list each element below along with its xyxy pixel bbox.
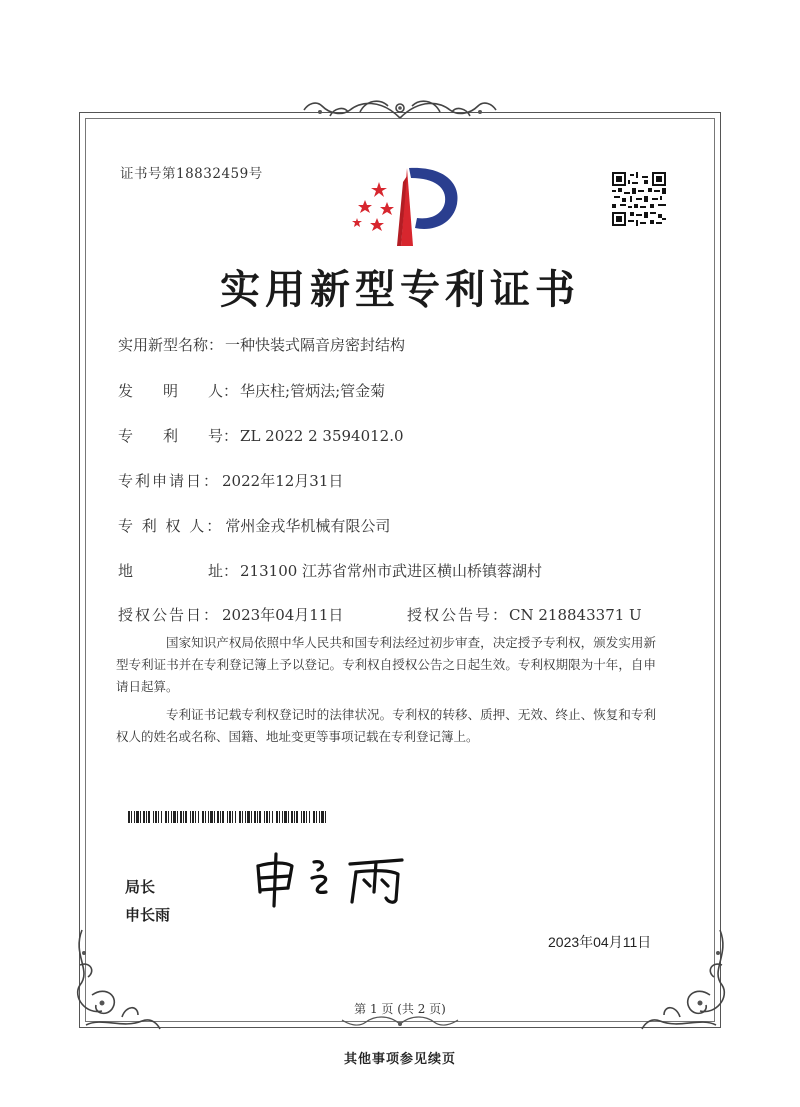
field-value: 华庆柱;管炳法;管金菊 <box>240 382 386 400</box>
field-label: 专 利 号： <box>118 427 239 445</box>
field-value: ZL 2022 2 3594012.0 <box>240 427 404 445</box>
field-address <box>118 560 542 581</box>
field-value: CN 218843371 U <box>509 606 642 624</box>
field-label: 发 明 人： <box>118 382 239 400</box>
barcode-icon <box>128 811 328 823</box>
field-label: 授权公告号： <box>407 606 510 624</box>
bottom-left-corner-ornament-icon <box>72 925 162 1035</box>
field-grant-date <box>118 604 343 625</box>
patent-office-logo-icon <box>345 162 465 252</box>
field-inventor <box>118 380 385 401</box>
director-title: 局长 <box>125 878 156 896</box>
field-utility-model-name <box>118 334 405 355</box>
field-application-date <box>118 470 343 491</box>
field-label: 地 址： <box>118 562 239 580</box>
director-signature <box>252 848 422 908</box>
field-value: 2022年12月31日 <box>222 472 344 490</box>
field-value: 2023年04月11日 <box>222 606 344 624</box>
signing-date: 2023年04月11日 <box>548 934 652 950</box>
legal-status-paragraph: 专利证书记载专利权登记时的法律状况。专利权的转移、质押、无效、终止、恢复和专利权人的姓名或名称、国籍、地址变更等事项记载在专利登记簿上。 <box>116 707 656 744</box>
certificate-title: 实用新型专利证书 <box>220 267 580 313</box>
bottom-right-corner-ornament-icon <box>640 925 730 1035</box>
certificate-number: 证书号第18832459号 <box>120 166 263 182</box>
field-value: 213100 江苏省常州市武进区横山桥镇蓉湖村 <box>240 562 543 580</box>
footer-note: 其他事项参见续页 <box>343 1052 456 1067</box>
field-value: 常州金戎华机械有限公司 <box>225 517 391 535</box>
field-label: 专利申请日： <box>118 472 221 490</box>
field-label: 专 利 权 人： <box>118 517 224 535</box>
field-label: 授权公告日： <box>118 606 221 624</box>
page-number: 第 1 页 (共 2 页) <box>354 1002 446 1016</box>
director-name: 申长雨 <box>125 906 171 924</box>
field-patent-owner <box>118 515 390 536</box>
certificate-statement-paragraph: 国家知识产权局依照中华人民共和国专利法经过初步审查，决定授予专利权，颁发实用新型专利证书并在专利登记簿上予以登记。专利权自授权公告之日起生效。专利权期限为十年，自申请日起算。 <box>116 635 656 694</box>
field-label: 实用新型名称： <box>118 336 224 354</box>
top-ornament-icon <box>300 92 500 124</box>
qr-code-icon <box>612 172 666 226</box>
field-grant-number <box>407 604 642 625</box>
field-value: 一种快装式隔音房密封结构 <box>225 336 406 354</box>
field-patent-number <box>118 425 404 446</box>
